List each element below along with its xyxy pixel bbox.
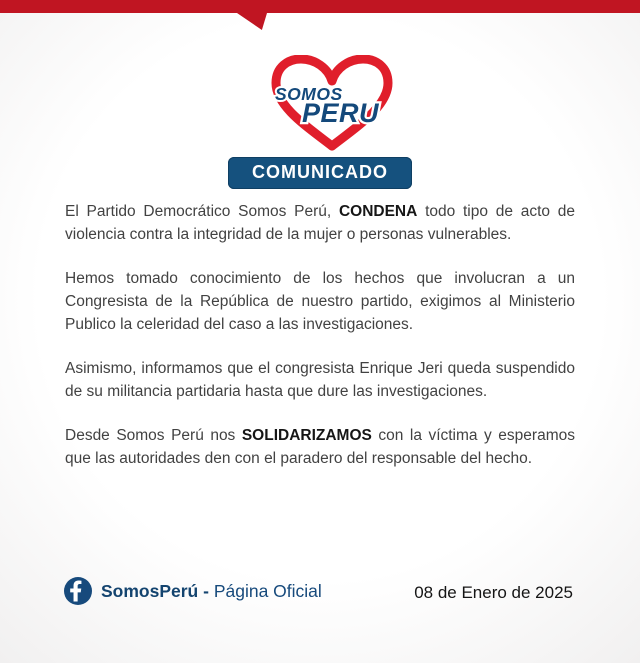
paragraph-1-text: El Partido Democrático Somos Perú, [65,203,339,220]
statement-body [65,200,575,491]
facebook-icon [64,577,92,605]
paragraph-1-text-cont: todo tipo de acto de violencia contra la integridad de la mujer o personas vulnerables. [65,203,576,243]
comunicado-banner: COMUNICADO [228,157,412,189]
logo-word-somos: SOMOS [275,84,343,104]
logo-word-peru: PERU [302,98,380,128]
top-red-band [0,0,640,13]
paragraph-4-emphasis: SOLIDARIZAMOS [241,427,372,444]
paragraph-2-text: Hemos tomado conocimiento de los hechos que involucran a un Congresista de la República de nuestro partido, exigimos al Ministerio Publico la celeridad del caso a las investigaciones. [65,270,575,333]
paragraph-4-text-cont: con la víctima y esperamos que las autoridades den con el paradero del responsable del hecho. [65,427,575,467]
paragraph-4 [65,424,575,470]
paragraph-1-emphasis: CONDENA [338,203,418,220]
paragraph-3-text: Asimismo, informamos que el congresista Enrique Jeri queda suspendido de su militancia partidaria hasta que dure las investigaciones. [65,360,575,400]
paragraph-3 [65,357,575,403]
page-name [101,581,322,602]
paragraph-2 [65,267,575,336]
paragraph-4-text: Desde Somos Perú nos [65,427,242,444]
page-name-regular: Página Oficial [208,580,322,601]
page-name-bold: SomosPerú - [101,580,209,601]
paragraph-1 [65,200,575,246]
facebook-page-credit [64,577,322,605]
speech-bubble-tail [237,13,267,30]
date: 08 de Enero de 2025 [414,583,573,602]
somos-peru-logo [270,55,394,153]
